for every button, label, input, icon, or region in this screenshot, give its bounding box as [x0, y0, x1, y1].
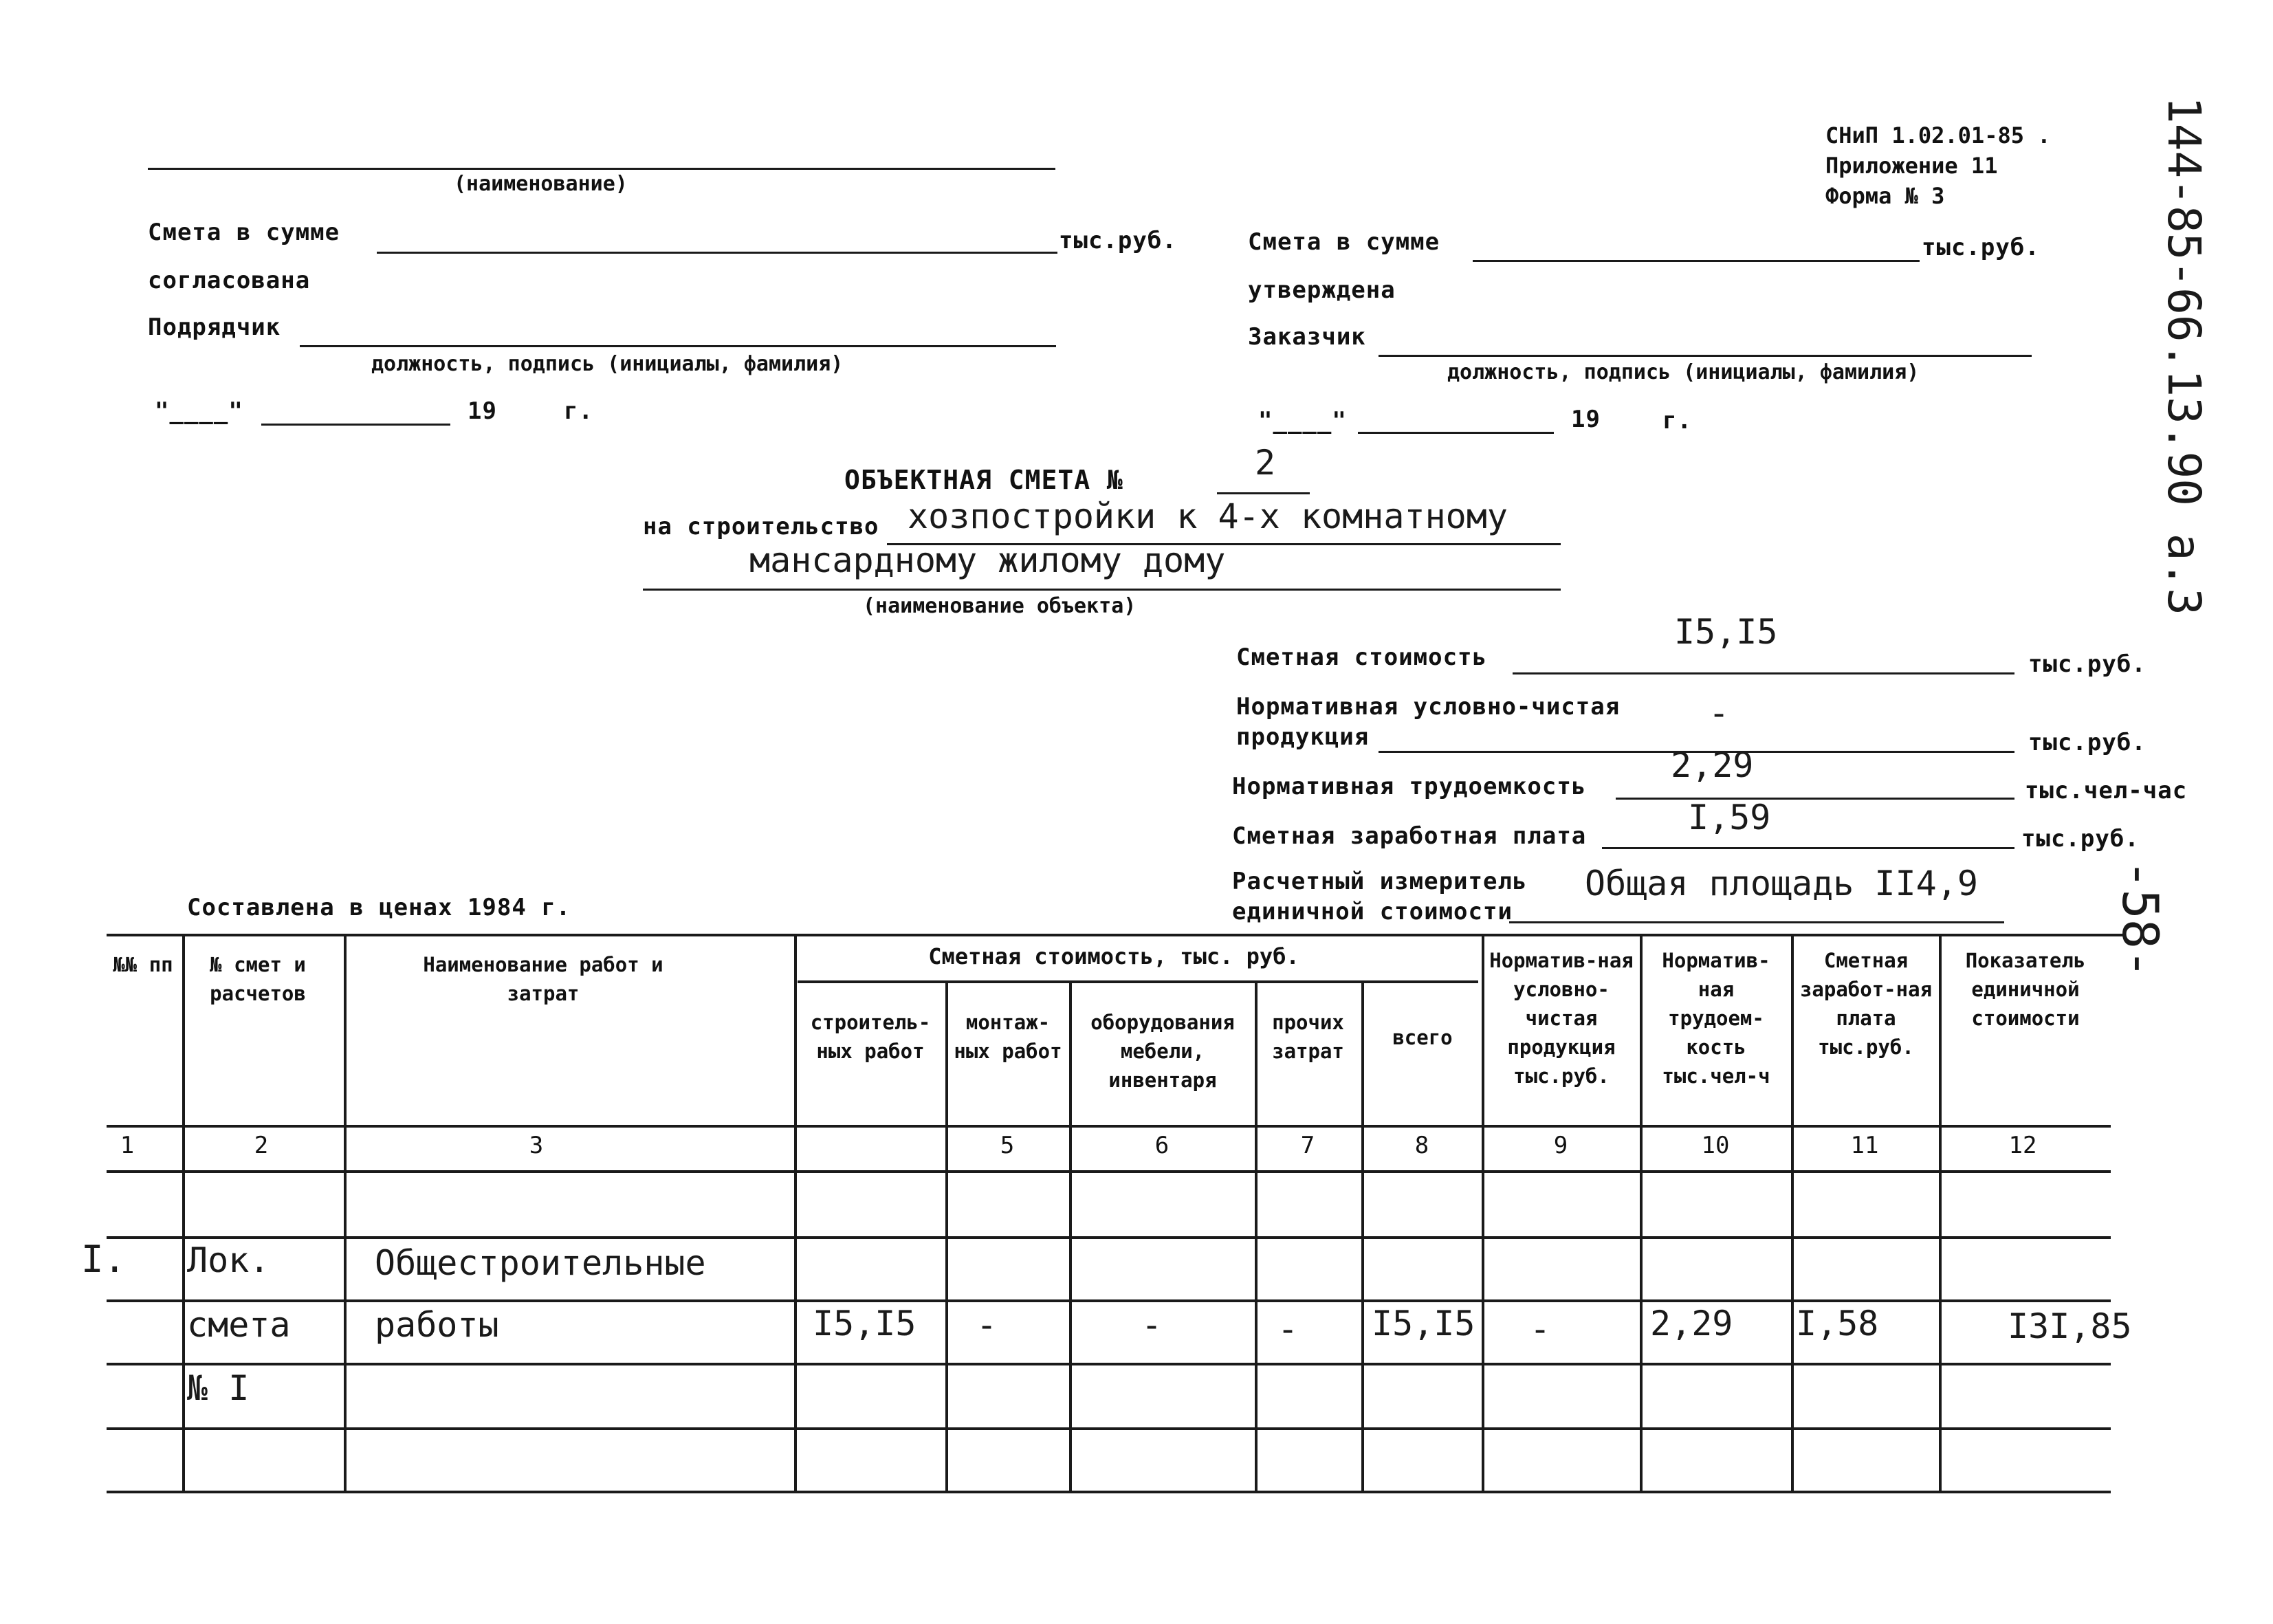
- col-divider-1: [182, 934, 185, 1492]
- row-total-cost: I5,I5: [1372, 1304, 1475, 1343]
- col-number-2: 2: [254, 1132, 269, 1159]
- row-doc-2: смета: [187, 1305, 291, 1345]
- header-col5: монтаж-ных работ: [954, 1011, 1062, 1063]
- cost-label: Сметная стоимость: [1236, 644, 1487, 671]
- numbers-bottom-line: [107, 1170, 2111, 1173]
- col-divider-2: [344, 934, 347, 1492]
- left-date-prefix: "____": [155, 397, 243, 425]
- row-equipment-cost: -: [1141, 1305, 1163, 1345]
- row-other-cost: -: [1277, 1309, 1299, 1349]
- col-divider-8: [1482, 934, 1484, 1492]
- row-net-product: -: [1530, 1309, 1551, 1349]
- naming-line: [148, 168, 1055, 170]
- row-unit-cost: I3I,85: [2008, 1306, 2132, 1346]
- row-line-1: [107, 1236, 2111, 1239]
- labor-label: Нормативная трудоемкость: [1232, 773, 1587, 800]
- meter-label-2: единичной стоимости: [1232, 898, 1513, 925]
- group-underline: [798, 980, 1478, 983]
- labor-value: 2,29: [1671, 745, 1754, 785]
- cost-value: I5,I5: [1674, 612, 1778, 652]
- labor-unit: тыс.чел-час: [2025, 777, 2188, 804]
- header-col9: Норматив-ная условно-чистая продукция тыс.руб.: [1489, 949, 1634, 1088]
- estimate-number-line: [1217, 492, 1310, 494]
- header-col2: № смет и расчетов: [210, 953, 306, 1005]
- header-col8: всего: [1392, 1026, 1453, 1049]
- col-number-3: 3: [529, 1132, 544, 1159]
- prices-note: Составлена в ценах 1984 г.: [187, 894, 571, 921]
- right-sign-caption: должность, подпись (инициалы, фамилия): [1447, 360, 1920, 384]
- col-divider-6: [1255, 980, 1258, 1492]
- left-date-year: 19: [468, 397, 497, 425]
- col-divider-9: [1640, 934, 1643, 1492]
- right-date-year: 19: [1571, 406, 1601, 433]
- col-number-8: 8: [1414, 1132, 1429, 1159]
- right-date-g: г.: [1662, 407, 1692, 435]
- estimate-number: 2: [1255, 443, 1276, 483]
- header-col11: Сметная заработ-ная плата тыс.руб.: [1799, 949, 1933, 1059]
- right-sum-unit: тыс.руб.: [1922, 234, 2040, 261]
- left-date-g: г.: [564, 397, 593, 425]
- wage-value: I,59: [1688, 798, 1771, 837]
- row-wage: I,58: [1796, 1304, 1879, 1343]
- meter-value: Общая площадь II4,9: [1585, 864, 1978, 903]
- col-divider-3: [794, 934, 797, 1492]
- wage-unit: тыс.руб.: [2021, 825, 2140, 853]
- right-sum-line: [1473, 260, 1920, 262]
- contractor-label: Подрядчик: [148, 314, 281, 341]
- wage-line: [1602, 847, 2014, 849]
- row-line-3: [107, 1363, 2111, 1365]
- row-doc-1: Лок.: [187, 1240, 270, 1280]
- object-name-line1: хозпостройки к 4-х комнатному: [908, 496, 1508, 536]
- cost-unit: тыс.руб.: [2028, 650, 2146, 678]
- left-sum-unit: тыс.руб.: [1059, 227, 1177, 254]
- col-divider-11: [1939, 934, 1942, 1492]
- col-number-10: 10: [1701, 1132, 1730, 1159]
- col-number-6: 6: [1154, 1132, 1170, 1159]
- estimate-title: ОБЪЕКТНАЯ СМЕТА №: [844, 465, 1123, 495]
- object-line2-underline: [643, 589, 1561, 591]
- wage-label: Сметная заработная плата: [1232, 822, 1587, 850]
- row-labor: 2,29: [1650, 1304, 1733, 1343]
- cost-line: [1513, 672, 2014, 674]
- col-number-9: 9: [1553, 1132, 1568, 1159]
- left-sum-label: Смета в сумме: [148, 219, 340, 246]
- row-building-cost: I5,I5: [813, 1304, 916, 1343]
- col-number-5: 5: [1000, 1132, 1015, 1159]
- meter-label-1: Расчетный измеритель: [1232, 868, 1528, 895]
- construction-label: на строительство: [643, 513, 879, 540]
- col-divider-4: [945, 980, 948, 1492]
- meter-line: [1509, 921, 2004, 923]
- form-label: Форма № 3: [1825, 183, 1945, 209]
- header-col12: Показатель единичной стоимости: [1965, 949, 2086, 1030]
- header-col7: прочих затрат: [1272, 1011, 1344, 1063]
- page-number: -58-: [2111, 859, 2169, 979]
- left-sign-caption: должность, подпись (инициалы, фамилия): [371, 352, 844, 376]
- left-sum-line: [377, 252, 1057, 254]
- row-line-2: [107, 1299, 2111, 1302]
- appendix-label: Приложение 11: [1825, 153, 1998, 179]
- col-number-7: 7: [1300, 1132, 1315, 1159]
- row-doc-3: № I: [187, 1368, 250, 1408]
- col-divider-5: [1069, 980, 1072, 1492]
- left-date-line: [261, 424, 450, 426]
- col-number-11: 11: [1850, 1132, 1879, 1159]
- col-divider-10: [1791, 934, 1794, 1492]
- right-date-prefix: "____": [1258, 407, 1347, 435]
- net-label-2: продукция: [1236, 723, 1370, 751]
- row-mounting-cost: -: [976, 1305, 998, 1345]
- net-label-1: Нормативная условно-чистая: [1236, 693, 1621, 721]
- header-col1: №№ пп: [113, 953, 173, 976]
- customer-label: Заказчик: [1248, 323, 1366, 351]
- table-top-line: [107, 934, 2124, 936]
- agreed-label: согласована: [148, 267, 311, 294]
- row-line-4: [107, 1427, 2111, 1430]
- object-caption: (наименование объекта): [863, 594, 1136, 618]
- side-handwritten-note: 144-85-66.13.90 а.3: [2157, 96, 2210, 615]
- header-col6: оборудования мебели, инвентаря: [1090, 1011, 1235, 1092]
- snip-reference: СНиП 1.02.01-85 .: [1825, 122, 2051, 149]
- row-name-2: работы: [375, 1305, 499, 1345]
- header-bottom-line: [107, 1125, 2111, 1128]
- naming-caption: (наименование): [454, 172, 628, 196]
- object-name-line2: мансардному жилому дому: [749, 540, 1226, 580]
- approved-label: утверждена: [1248, 276, 1396, 304]
- header-cost-group: Сметная стоимость, тыс. руб.: [928, 943, 1299, 969]
- right-sum-label: Смета в сумме: [1248, 228, 1440, 256]
- labor-line: [1616, 798, 2014, 800]
- row-number: I.: [81, 1238, 127, 1281]
- customer-line: [1379, 355, 2032, 357]
- col-number-12: 12: [2008, 1132, 2037, 1159]
- right-date-line: [1358, 432, 1554, 434]
- net-unit: тыс.руб.: [2028, 729, 2146, 756]
- row-name-1: Общестроительные: [375, 1243, 706, 1283]
- header-col4: строитель-ных работ: [810, 1011, 931, 1063]
- contractor-line: [300, 345, 1056, 347]
- net-value: -: [1709, 693, 1730, 733]
- col-number-1: 1: [120, 1132, 135, 1159]
- header-col3: Наименование работ и затрат: [423, 953, 663, 1005]
- table-bottom-line: [107, 1491, 2111, 1493]
- col-divider-7: [1361, 980, 1364, 1492]
- header-col10: Норматив-ная трудоем-кость тыс.чел-ч: [1662, 949, 1770, 1088]
